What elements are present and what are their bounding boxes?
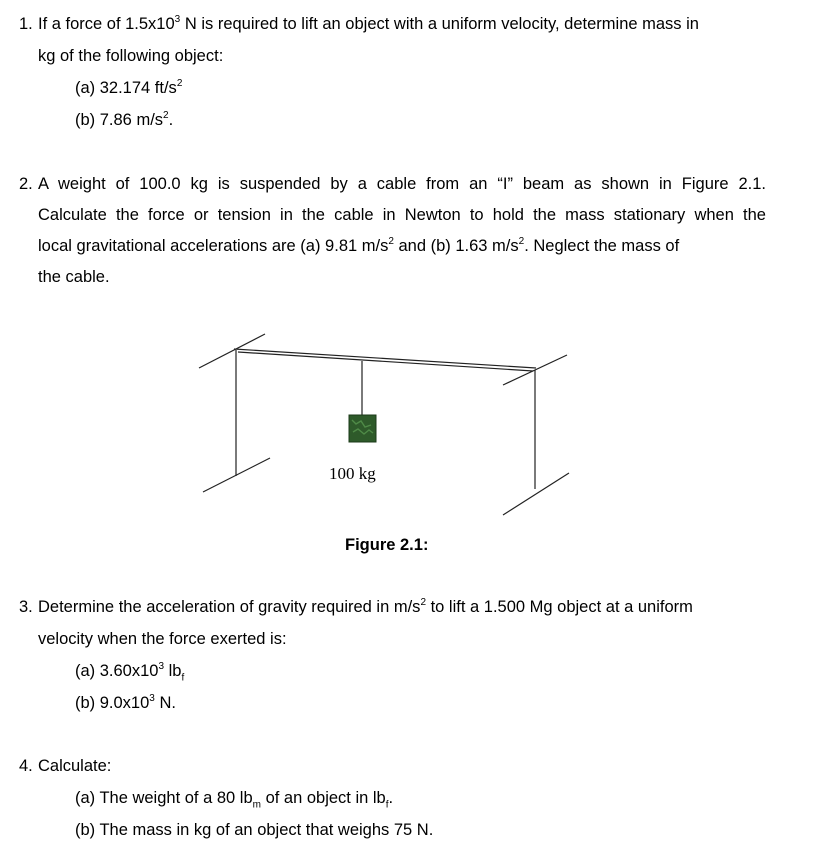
q2-line3-part-c: . Neglect the mass of [524, 237, 680, 255]
figure-caption: Figure 2.1: [345, 536, 429, 554]
q1-number: 1. [19, 15, 33, 33]
q2-line3-part-b: and (b) 1.63 m/s [393, 237, 519, 255]
q3-line1-part-a: Determine the acceleration of gravity required in m/s [38, 598, 421, 616]
q2-line3-exponent-1: 2 [388, 235, 394, 247]
q1-line1-text: If a force of 1.5x10 [38, 15, 175, 33]
beam-top-edge [234, 349, 536, 368]
q1-option-a-exponent: 2 [176, 77, 183, 89]
q2-line3-part-a: local gravitational accelerations are (a) 9.81 m/s [38, 237, 389, 255]
q4-option-b: (b) The mass in kg of an object that weighs 75 N. [75, 821, 434, 839]
hanging-mass-block [349, 415, 376, 442]
q2-line3-exponent-2: 2 [518, 235, 525, 247]
q1-option-a-text: (a) 32.174 ft/s [75, 79, 177, 97]
q3-line1-part-b: to lift a 1.500 Mg object at a uniform [426, 598, 693, 616]
q4-option-a-subscript-m: m [252, 799, 261, 811]
q3-line1 [38, 597, 693, 617]
q4-option-a [75, 788, 394, 811]
q3-line1-exponent: 2 [420, 596, 426, 608]
q1-line1-rest: N is required to lift an object with a uniform velocity, determine mass in [180, 15, 699, 33]
q3-option-a-subscript: f [181, 672, 185, 684]
q2-line1: A weight of 100.0 kg is suspended by a cable from an “I” beam as shown in Figure 2.1. [38, 175, 766, 193]
q3-line2: velocity when the force exerted is: [38, 630, 287, 648]
q1-line1-exponent: 3 [174, 13, 181, 25]
q2-line2: Calculate the force or tension in the cable in Newton to hold the mass stationary when the [38, 206, 766, 224]
q3-option-b-exponent: 3 [149, 692, 155, 704]
q1-option-b-text: (b) 7.86 m/s [75, 111, 164, 129]
q3-option-a [75, 660, 185, 684]
q3-option-b-end: N. [154, 694, 176, 712]
mass-label: 100 kg [329, 464, 376, 483]
q3-option-b [75, 693, 176, 713]
q1-option-b-exponent: 2 [163, 109, 169, 121]
beam-top-left-flange [199, 334, 265, 368]
q2-number: 2. [19, 175, 33, 193]
beam-top-edge-2 [238, 352, 533, 371]
q1-line2: kg of the following object: [38, 47, 224, 65]
q4-option-a-subscript-f: f [385, 799, 389, 811]
q4-number: 4. [19, 757, 33, 775]
right-foot [503, 473, 569, 515]
q3-option-a-exponent: 3 [158, 660, 165, 672]
q3-option-a-text: (a) 3.60x10 [75, 662, 159, 680]
q1-option-b-end: . [168, 111, 174, 129]
q4-title: Calculate: [38, 757, 112, 775]
q4-option-a-text: (a) The weight of a 80 lb [75, 789, 253, 807]
q2-line4: the cable. [38, 268, 110, 286]
q3-option-a-unit: lb [164, 662, 182, 680]
q3-option-b-text: (b) 9.0x10 [75, 694, 150, 712]
q4-option-a-mid: of an object in lb [260, 789, 386, 807]
q3-number: 3. [19, 598, 33, 616]
q4-option-a-end: . [388, 789, 394, 807]
